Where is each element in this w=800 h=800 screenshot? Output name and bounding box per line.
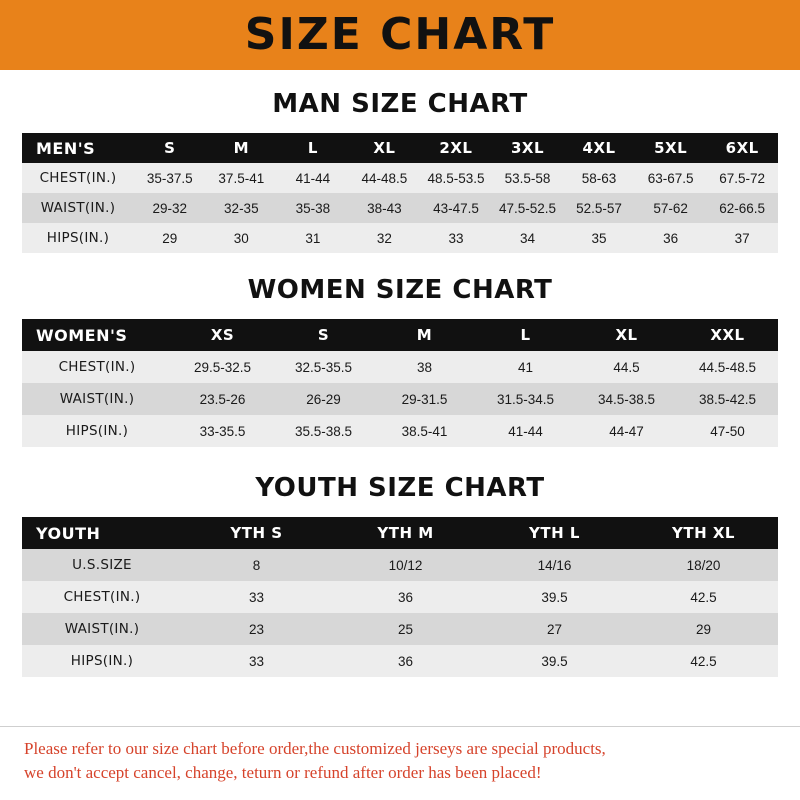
table-header-row (22, 133, 778, 163)
table-cell: 35.5-38.5 (273, 415, 374, 447)
table-cell: 35-37.5 (134, 163, 206, 193)
page-title: SIZE CHART (244, 9, 556, 60)
table-cell: 34 (492, 223, 564, 253)
column-header: S (273, 319, 374, 351)
table-cell: 29 (629, 613, 778, 645)
table-cell: 33 (182, 645, 331, 677)
row-label: CHEST(IN.) (22, 581, 182, 613)
table-cell: 37.5-41 (206, 163, 278, 193)
table-cell: 62-66.5 (706, 193, 778, 223)
table-cell: 67.5-72 (706, 163, 778, 193)
youth-section-heading: YOUTH SIZE CHART (255, 473, 545, 503)
table-cell: 47-50 (677, 415, 778, 447)
column-header: 5XL (635, 133, 707, 163)
table-cell: 31 (277, 223, 349, 253)
table-cell: 38 (374, 351, 475, 383)
table-cell: 34.5-38.5 (576, 383, 677, 415)
row-label: WAIST(IN.) (22, 383, 172, 415)
column-header: XS (172, 319, 273, 351)
table-cell: 32.5-35.5 (273, 351, 374, 383)
column-header: YTH M (331, 517, 480, 549)
table-cell: 63-67.5 (635, 163, 707, 193)
table-cell: 32 (349, 223, 421, 253)
table-cell: 39.5 (480, 581, 629, 613)
table-cell: 29.5-32.5 (172, 351, 273, 383)
row-label: CHEST(IN.) (22, 163, 134, 193)
table-cell: 31.5-34.5 (475, 383, 576, 415)
table-cell: 27 (480, 613, 629, 645)
table-row (22, 415, 778, 447)
column-header: 2XL (420, 133, 492, 163)
table-cell: 42.5 (629, 581, 778, 613)
column-header: YTH S (182, 517, 331, 549)
column-header: YOUTH (22, 517, 182, 549)
column-header: XL (576, 319, 677, 351)
table-row (22, 613, 778, 645)
footer-note-line-1: Please refer to our size chart before order,the customized jerseys are special products, (24, 738, 606, 758)
column-header: YTH L (480, 517, 629, 549)
youth-size-table (22, 517, 778, 677)
table-cell: 58-63 (563, 163, 635, 193)
column-header: S (134, 133, 206, 163)
women-table-body (22, 351, 778, 447)
table-row (22, 193, 778, 223)
table-cell: 26-29 (273, 383, 374, 415)
column-header: 3XL (492, 133, 564, 163)
column-header: M (206, 133, 278, 163)
table-cell: 23.5-26 (172, 383, 273, 415)
table-cell: 29-31.5 (374, 383, 475, 415)
column-header: L (277, 133, 349, 163)
row-label: WAIST(IN.) (22, 193, 134, 223)
table-cell: 35 (563, 223, 635, 253)
table-row (22, 351, 778, 383)
table-cell: 25 (331, 613, 480, 645)
table-cell: 38.5-41 (374, 415, 475, 447)
table-cell: 41-44 (277, 163, 349, 193)
table-cell: 38-43 (349, 193, 421, 223)
table-cell: 52.5-57 (563, 193, 635, 223)
table-cell: 47.5-52.5 (492, 193, 564, 223)
row-label: U.S.SIZE (22, 549, 182, 581)
table-cell: 30 (206, 223, 278, 253)
table-row (22, 223, 778, 253)
column-header: L (475, 319, 576, 351)
row-label: CHEST(IN.) (22, 351, 172, 383)
table-cell: 37 (706, 223, 778, 253)
table-cell: 18/20 (629, 549, 778, 581)
table-cell: 8 (182, 549, 331, 581)
table-row (22, 645, 778, 677)
table-cell: 32-35 (206, 193, 278, 223)
chart-content (0, 70, 800, 712)
table-row (22, 581, 778, 613)
table-cell: 36 (635, 223, 707, 253)
table-cell: 48.5-53.5 (420, 163, 492, 193)
women-table-head (22, 319, 778, 351)
table-header-row (22, 319, 778, 351)
table-cell: 10/12 (331, 549, 480, 581)
table-row (22, 549, 778, 581)
column-header: YTH XL (629, 517, 778, 549)
row-label: HIPS(IN.) (22, 223, 134, 253)
youth-table-head (22, 517, 778, 549)
table-cell: 36 (331, 581, 480, 613)
table-cell: 57-62 (635, 193, 707, 223)
table-cell: 14/16 (480, 549, 629, 581)
column-header: WOMEN'S (22, 319, 172, 351)
row-label: WAIST(IN.) (22, 613, 182, 645)
table-cell: 29-32 (134, 193, 206, 223)
table-cell: 44.5 (576, 351, 677, 383)
footer-note (0, 726, 800, 800)
column-header: XXL (677, 319, 778, 351)
men-table-body (22, 163, 778, 253)
table-cell: 38.5-42.5 (677, 383, 778, 415)
table-cell: 33 (182, 581, 331, 613)
footer-note-line-2: we don't accept cancel, change, teturn or refund after order has been placed! (24, 763, 542, 783)
men-section-heading: MAN SIZE CHART (272, 89, 528, 119)
row-label: HIPS(IN.) (22, 645, 182, 677)
men-table-head (22, 133, 778, 163)
column-header: 4XL (563, 133, 635, 163)
women-size-table (22, 319, 778, 447)
table-cell: 23 (182, 613, 331, 645)
table-header-row (22, 517, 778, 549)
table-cell: 36 (331, 645, 480, 677)
column-header: MEN'S (22, 133, 134, 163)
table-cell: 29 (134, 223, 206, 253)
men-size-table (22, 133, 778, 253)
youth-table-body (22, 549, 778, 677)
table-cell: 41 (475, 351, 576, 383)
column-header: 6XL (706, 133, 778, 163)
table-cell: 35-38 (277, 193, 349, 223)
table-cell: 33-35.5 (172, 415, 273, 447)
table-row (22, 163, 778, 193)
women-section-heading: WOMEN SIZE CHART (247, 275, 553, 305)
table-cell: 53.5-58 (492, 163, 564, 193)
row-label: HIPS(IN.) (22, 415, 172, 447)
table-cell: 44-48.5 (349, 163, 421, 193)
table-row (22, 383, 778, 415)
column-header: XL (349, 133, 421, 163)
table-cell: 43-47.5 (420, 193, 492, 223)
table-cell: 44-47 (576, 415, 677, 447)
column-header: M (374, 319, 475, 351)
table-cell: 39.5 (480, 645, 629, 677)
table-cell: 44.5-48.5 (677, 351, 778, 383)
table-cell: 42.5 (629, 645, 778, 677)
table-cell: 41-44 (475, 415, 576, 447)
page-banner (0, 0, 800, 70)
table-cell: 33 (420, 223, 492, 253)
